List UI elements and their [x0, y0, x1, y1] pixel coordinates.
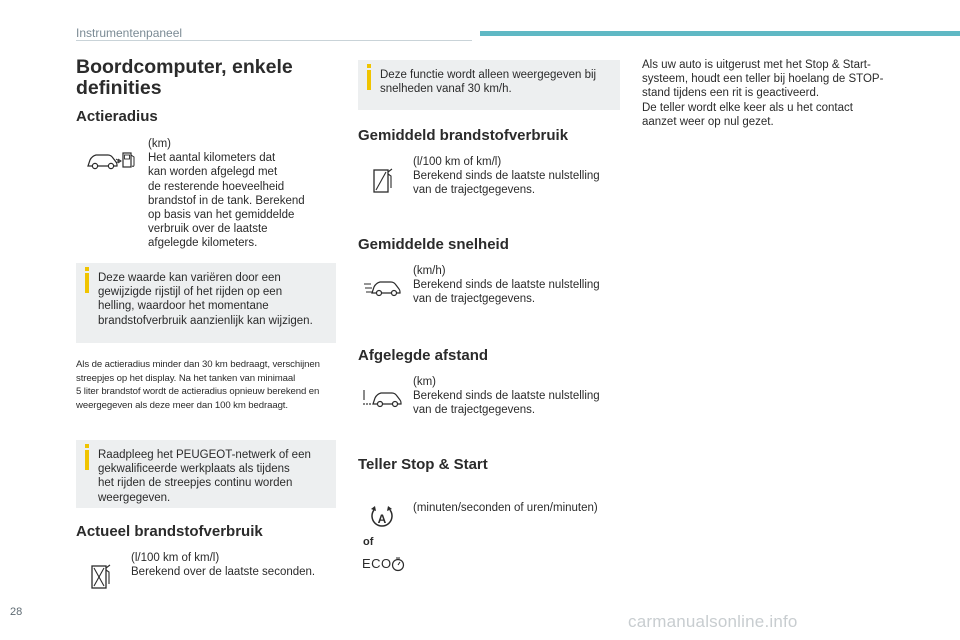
distance-description: (km) Berekend sinds de laatste nulstelling van de trajectgegevens. — [413, 376, 600, 417]
avg-speed-description: (km/h) Berekend sinds de laatste nulstelling van de trajectgegevens. — [413, 265, 600, 306]
header-divider — [76, 40, 472, 41]
section-heading-avg-consumption: Gemiddeld brandstofverbruik — [358, 127, 569, 144]
info-box-peugeot-network: Raadpleeg het PEUGEOT-netwerk of een gekwalificeerde werkplaats als tijdens het rijden de streepjes continu worden weergegeven. — [76, 440, 336, 508]
page-title: Boordcomputer, enkele definities — [76, 56, 293, 99]
eco-timer-icon — [390, 556, 406, 572]
stop-start-icon — [368, 502, 396, 532]
eco-label: ECO — [362, 556, 392, 571]
or-label: of — [363, 536, 374, 548]
svg-text:A: A — [377, 512, 387, 526]
info-box-speed-threshold: Deze functie wordt alleen weergegeven bij snelheden vanaf 30 km/h. — [358, 60, 620, 110]
section-heading-avg-speed: Gemiddelde snelheid — [358, 236, 509, 253]
page-number: 28 — [10, 606, 23, 618]
watermark: carmanualsonline.info — [628, 612, 798, 631]
stop-start-explanation: Als uw auto is uitgerust met het Stop & Start- systeem, houdt een teller bij hoelang de STOP- stand tijdens een rit is geactiveerd. De teller wordt elke keer als u het contact aanzet weer op nul gezet. — [642, 59, 884, 128]
fuel-pump-icon — [90, 562, 112, 590]
info-icon — [85, 450, 89, 470]
header-accent-bar — [480, 31, 960, 36]
car-distance-icon — [362, 386, 404, 410]
info-icon — [85, 273, 89, 293]
range-description: (km) Het aantal kilometers dat kan worden afgelegd met de resterende hoeveelheid brandstof in de tank. Berekend op basis van het gemiddelde verbruik over de laatste afgelegde kilometers. — [148, 137, 348, 251]
range-unit: (km) — [148, 138, 171, 150]
avg-consumption-description: (l/100 km of km/l) Berekend sinds de laatste nulstelling van de trajectgegevens. — [413, 156, 600, 197]
section-heading-current-consumption: Actueel brandstofverbruik — [76, 523, 263, 540]
fuel-pump-icon — [372, 166, 394, 194]
section-heading-distance: Afgelegde afstand — [358, 347, 489, 364]
range-note: Als de actieradius minder dan 30 km bedraagt, verschijnen streepjes op het display. Na het tanken van minimaal 5 liter brandstof wordt de actieradius opnieuw berekend en weergegeven als deze meer dan 100 km bedraagt. — [76, 359, 320, 411]
section-heading-stop-start: Teller Stop & Start — [358, 456, 488, 473]
info-box-range-variation: Deze waarde kan variëren door een gewijzigde rijstijl of het rijden op een helling, waardoor het momentane brandstofverbruik aanzienlijk kan wijzigen. — [76, 263, 336, 343]
stop-start-unit: (minuten/seconden of uren/minuten) — [413, 502, 598, 514]
header-title: Instrumentenpaneel — [76, 26, 183, 40]
range-car-fuel-icon — [86, 146, 136, 172]
current-consumption-description: (l/100 km of km/l) Berekend over de laatste seconden. — [131, 552, 316, 579]
car-speed-icon — [364, 276, 402, 298]
section-heading-range: Actieradius — [76, 108, 158, 125]
info-icon — [367, 70, 371, 90]
